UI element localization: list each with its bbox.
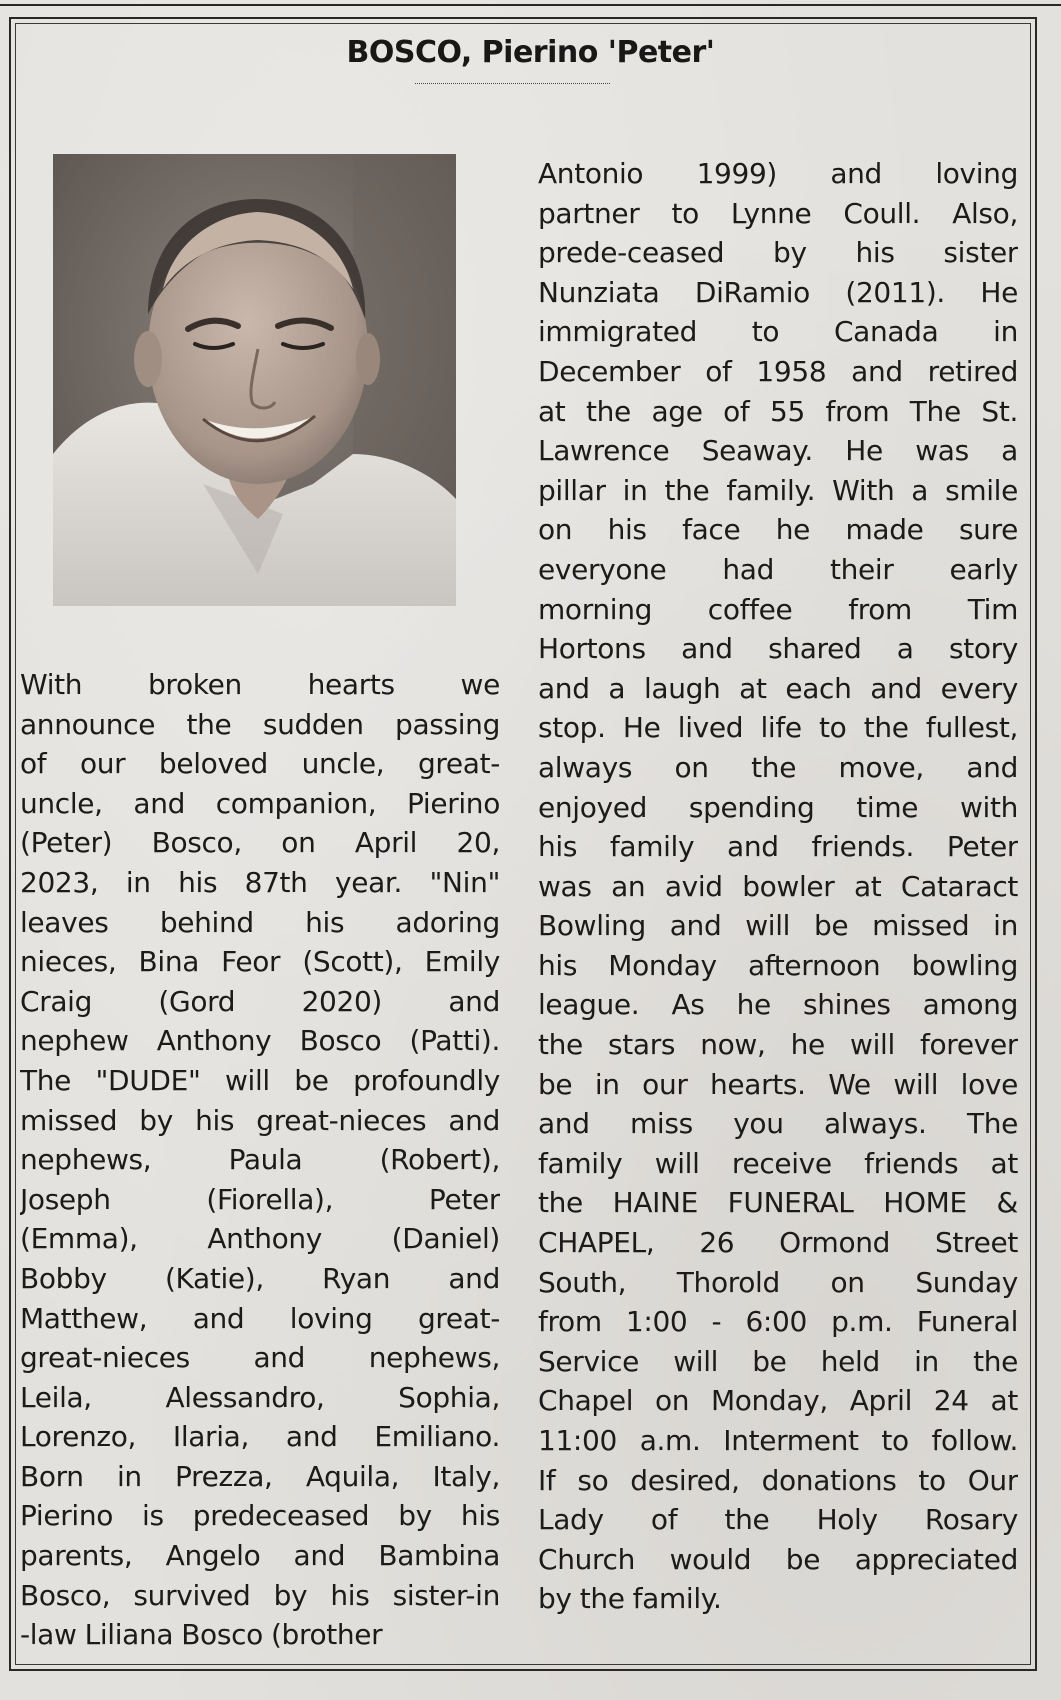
text-line: Chapel on Monday, April 24 at: [538, 1384, 1018, 1418]
text-line: (Peter) Bosco, on April 20,: [20, 826, 500, 860]
text-line: Bobby (Katie), Ryan and: [20, 1261, 500, 1295]
text-line: at the age of 55 from The St.: [538, 394, 1018, 428]
portrait-illustration: [53, 154, 456, 606]
text-line: South, Thorold on Sunday: [538, 1265, 1018, 1299]
top-rule: [0, 4, 1061, 6]
text-line: his family and friends. Peter: [538, 830, 1018, 864]
text-line: family will receive friends at: [538, 1146, 1018, 1180]
text-line: his Monday afternoon bowling: [538, 948, 1018, 982]
text-line: Born in Prezza, Aquila, Italy,: [20, 1459, 500, 1493]
text-line: parents, Angelo and Bambina: [20, 1539, 500, 1573]
text-line: great-nieces and nephews,: [20, 1341, 500, 1375]
text-line: Church would be appreciated: [538, 1542, 1018, 1576]
text-line: everyone had their early: [538, 552, 1018, 586]
text-line: and a laugh at each and every: [538, 671, 1018, 705]
text-line: If so desired, donations to Our: [538, 1463, 1018, 1497]
text-line: the HAINE FUNERAL HOME &: [538, 1186, 1018, 1220]
text-line: and miss you always. The: [538, 1107, 1018, 1141]
portrait-photo: [53, 154, 456, 606]
text-line: announce the sudden passing: [20, 707, 500, 741]
obituary-headline: BOSCO, Pierino 'Peter': [346, 35, 715, 70]
text-line: uncle, and companion, Pierino: [20, 786, 500, 820]
text-line: The "DUDE" will be profoundly: [20, 1063, 500, 1097]
text-line: Matthew, and loving great-: [20, 1301, 500, 1335]
right-text-column: [538, 154, 1018, 1619]
text-line: Craig (Gord 2020) and: [20, 984, 500, 1018]
text-line: nephews, Paula (Robert),: [20, 1143, 500, 1177]
text-line: on his face he made sure: [538, 513, 1018, 547]
text-line: With broken hearts we: [20, 668, 500, 701]
text-line: nieces, Bina Feor (Scott), Emily: [20, 945, 500, 979]
text-line: enjoyed spending time with: [538, 790, 1018, 824]
text-line: partner to Lynne Coull. Also,: [538, 196, 1018, 230]
text-line: (Emma), Anthony (Daniel): [20, 1222, 500, 1256]
text-line: missed by his great-nieces and: [20, 1103, 500, 1137]
text-line: Bowling and will be missed in: [538, 909, 1018, 943]
text-line: stop. He lived life to the fullest,: [538, 711, 1018, 745]
text-line: Joseph (Fiorella), Peter: [20, 1182, 500, 1216]
text-line: Leila, Alessandro, Sophia,: [20, 1380, 500, 1414]
text-line: immigrated to Canada in: [538, 315, 1018, 349]
text-line: December of 1958 and retired: [538, 354, 1018, 388]
text-line: Lady of the Holy Rosary: [538, 1503, 1018, 1537]
text-line: the stars now, he will forever: [538, 1028, 1018, 1062]
text-line: prede-ceased by his sister: [538, 236, 1018, 270]
text-line: Nunziata DiRamio (2011). He: [538, 275, 1018, 309]
text-line: be in our hearts. We will love: [538, 1067, 1018, 1101]
text-line: morning coffee from Tim: [538, 592, 1018, 626]
text-line: of our beloved uncle, great-: [20, 747, 500, 781]
text-line: -law Liliana Bosco (brother: [20, 1618, 383, 1652]
text-line: always on the move, and: [538, 750, 1018, 784]
text-line: Lorenzo, Ilaria, and Emiliano.: [20, 1420, 500, 1454]
text-line: Pierino is predeceased by his: [20, 1499, 500, 1533]
text-line: Service will be held in the: [538, 1344, 1018, 1378]
text-line: Lawrence Seaway. He was a: [538, 434, 1018, 468]
text-line: by the family.: [538, 1582, 722, 1616]
text-line: Hortons and shared a story: [538, 632, 1018, 666]
text-line: 2023, in his 87th year. "Nin": [20, 865, 500, 899]
text-line: from 1:00 - 6:00 p.m. Funeral: [538, 1305, 1018, 1339]
text-line: 11:00 a.m. Interment to follow.: [538, 1424, 1018, 1457]
text-line: was an avid bowler at Cataract: [538, 869, 1018, 903]
text-line: pillar in the family. With a smile: [538, 473, 1018, 507]
text-line: Antonio 1999) and loving: [538, 157, 1018, 190]
text-line: league. As he shines among: [538, 988, 1018, 1022]
text-line: nephew Anthony Bosco (Patti).: [20, 1024, 500, 1058]
text-line: Bosco, survived by his sister-in: [20, 1578, 500, 1612]
left-text-column: [20, 665, 500, 1655]
text-line: CHAPEL, 26 Ormond Street: [538, 1226, 1018, 1260]
text-line: leaves behind his adoring: [20, 905, 500, 939]
headline-underline: [415, 83, 610, 84]
